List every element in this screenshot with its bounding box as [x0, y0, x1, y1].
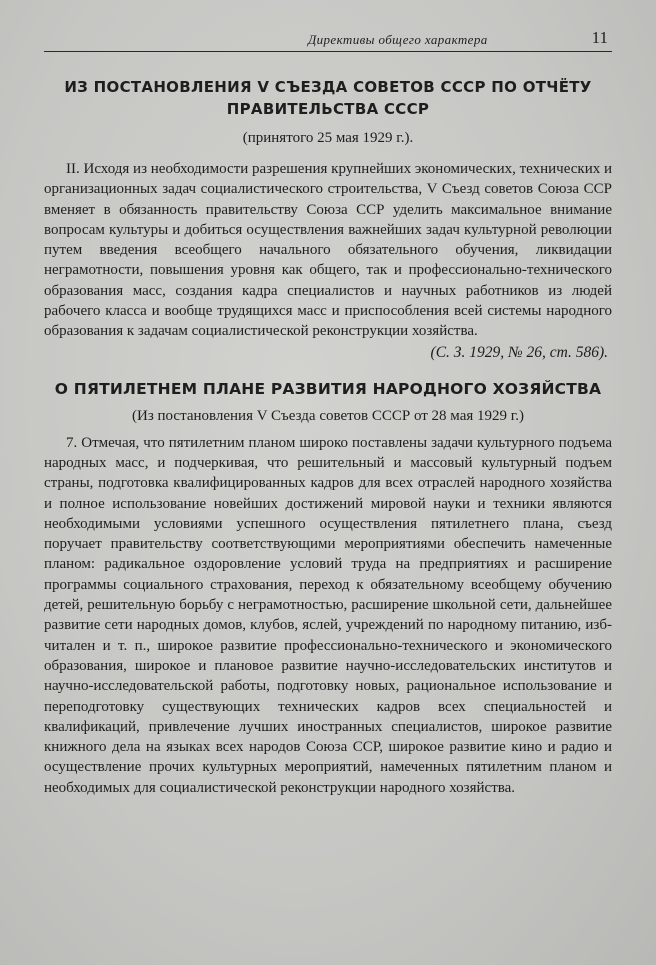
section1-citation: (С. З. 1929, № 26, ст. 586). [430, 343, 608, 361]
running-header-title: Директивы общего характера [307, 32, 488, 47]
section1-subtitle: (принятого 25 мая 1929 г.). [242, 130, 414, 146]
section1-paragraph: II. Исходя из необходимости разрешения крупнейших экономических, технических и организационных задач социалистического строительства, V Съезд советов Союза ССР вменяет в обязанность правительству Союза ССР уделить максимальное внимание вопросам культуры и добиться осуществления важнейших задач культурной революции путем введения всеобщего начального обязательного обучения, ликвидации неграмотности, повышения уровня как общего, так и профессионально-технического образования масс, создания кадра специалистов и научных работников из людей рабочего класса и вообще трудящихся масс и приспособления всей системы народного образования к задачам социалистической реконструкции хозяйства. [44, 161, 612, 340]
section2-paragraph: 7. Отмечая, что пятилетним планом широко поставлены задачи культурного подъема народных масс, и подчеркивая, что решительный и массовый культурный подъем страны, подготовка квалифицированных кадров для всех отраслей народного хозяйства и полное использование новейших достижений мировой науки и техники являются необходимыми условиями успешного осуществления пятилетнего плана, съезд поручает правительству соответствующими мероприятиями обеспечить намеченные планом: радикальное оздоровление условий труда на предприятиях и расширение программы социального страхования, переход к обязательному всеобщему обучению детей, решительную борьбу с неграмотностью, расширение школьной сети, дальнейшее развитие сети народных домов, клубов, яслей, учреждений по народному питанию, изб-читален и т. п., широкое развитие профессионально-технического и экономического образования, широкое и плановое развитие научно-исследовательских институтов и научно-исследовательской работы, подготовку новых, рациональное использование и переподготовку существующих технических кадров всех специальностей и квалификаций, привлечение лучших иностранных специалистов, широкое развитие книжного дела на языках всех народов Союза ССР, широкое развитие кино и радио и осуществление прочих культурных мероприятий, намеченных пятилетним планом и необходимых для социалистической реконструкции народного хозяйства. [44, 434, 612, 796]
section2-subtitle: (Из постановления V Съезда советов СССР от 28 мая 1929 г.) [132, 407, 524, 424]
section1-title: ИЗ ПОСТАНОВЛЕНИЯ V СЪЕЗДА СОВЕТОВ СССР ПО ОТЧЁТУ ПРАВИТЕЛЬСТВА СССР [64, 78, 592, 118]
page-number: 11 [591, 28, 608, 47]
running-header [44, 22, 612, 52]
section2-title: О ПЯТИЛЕТНЕМ ПЛАНЕ РАЗВИТИЯ НАРОДНОГО ХОЗЯЙСТВА [54, 379, 602, 398]
